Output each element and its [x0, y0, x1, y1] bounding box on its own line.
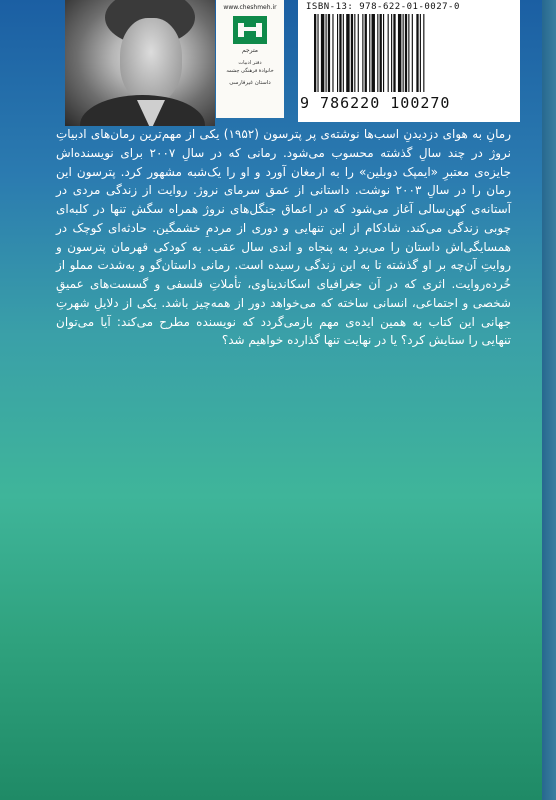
publisher-logo-icon: [232, 15, 268, 45]
publisher-series-2: خانوادهٔ فرهنگی چشمه: [226, 68, 274, 74]
publisher-label-top: مترجم: [241, 47, 259, 54]
spine-edge: [542, 0, 556, 800]
publisher-series-3: داستان غیرفارسی: [229, 80, 271, 86]
author-photo: [65, 0, 215, 126]
back-cover-blurb: رمانِ به هوای دزدیدنِ اسب‌ها نوشته‌ی پر پترسون (۱۹۵۲) یکی از مهم‌ترین رمان‌های ادبیاتِ نروژ در چند سالِ گذشته محسوب می‌شود. رمانی که در سالِ ۲۰۰۷ برای نویسنده‌اش جایزه‌ی معتبرِ «ایمپک دوبلین» را به ارمغان آورد و او را یک‌شبه مشهور کرد. پترسون این رمان را در سالِ ۲۰۰۳ نوشت. داستانی از عمق سرمای نروژ. روایت از زندگی مردی در آستانه‌ی کهن‌سالی آغاز می‌شود که در اعماق جنگل‌های نروژ همراه سگش تنها در کلبه‌ای چوبی زندگی می‌کند. شادکام از این تنهایی و دوری از مردمِ خشمگین. حادثه‌ای کوچک در همسایگی‌اش داستان را می‌برد به پنجاه و اندی سال عقب. به کودکی قهرمان پترسون و روایتِ آن‌چه بر او گذشته تا به این زندگی رسیده است. رمانی داستان‌گو و به‌شدت مملو از خُرده‌روایت. اثری که در آن جغرافیای اسکاندیناوی، تأملاتِ فلسفی و گسست‌های عمیقِ شخصی و اجتماعی، انسانی ساخته که می‌خواهد دور از همه‌چیز باشد. یکی از دلایلِ شهرتِ جهانی این کتاب به همین ایده‌ی مهم بازمی‌گردد که نویسنده مطرح می‌کند: آیا می‌توان تنهایی را ستایش کرد؟ یا در نهایت تنها گذارده خواهیم شد؟: [56, 127, 511, 348]
ean-digits: 9 786220 100270: [300, 94, 451, 112]
isbn-text: ISBN-13: 978-622-01-0027-0: [306, 2, 460, 12]
publisher-badge: [216, 0, 284, 118]
publisher-series-1: دفتر ادبیات: [238, 60, 262, 66]
publisher-website: www.cheshmeh.ir: [223, 4, 277, 11]
barcode-panel: [298, 0, 520, 122]
barcode-bars-icon: [312, 14, 508, 92]
